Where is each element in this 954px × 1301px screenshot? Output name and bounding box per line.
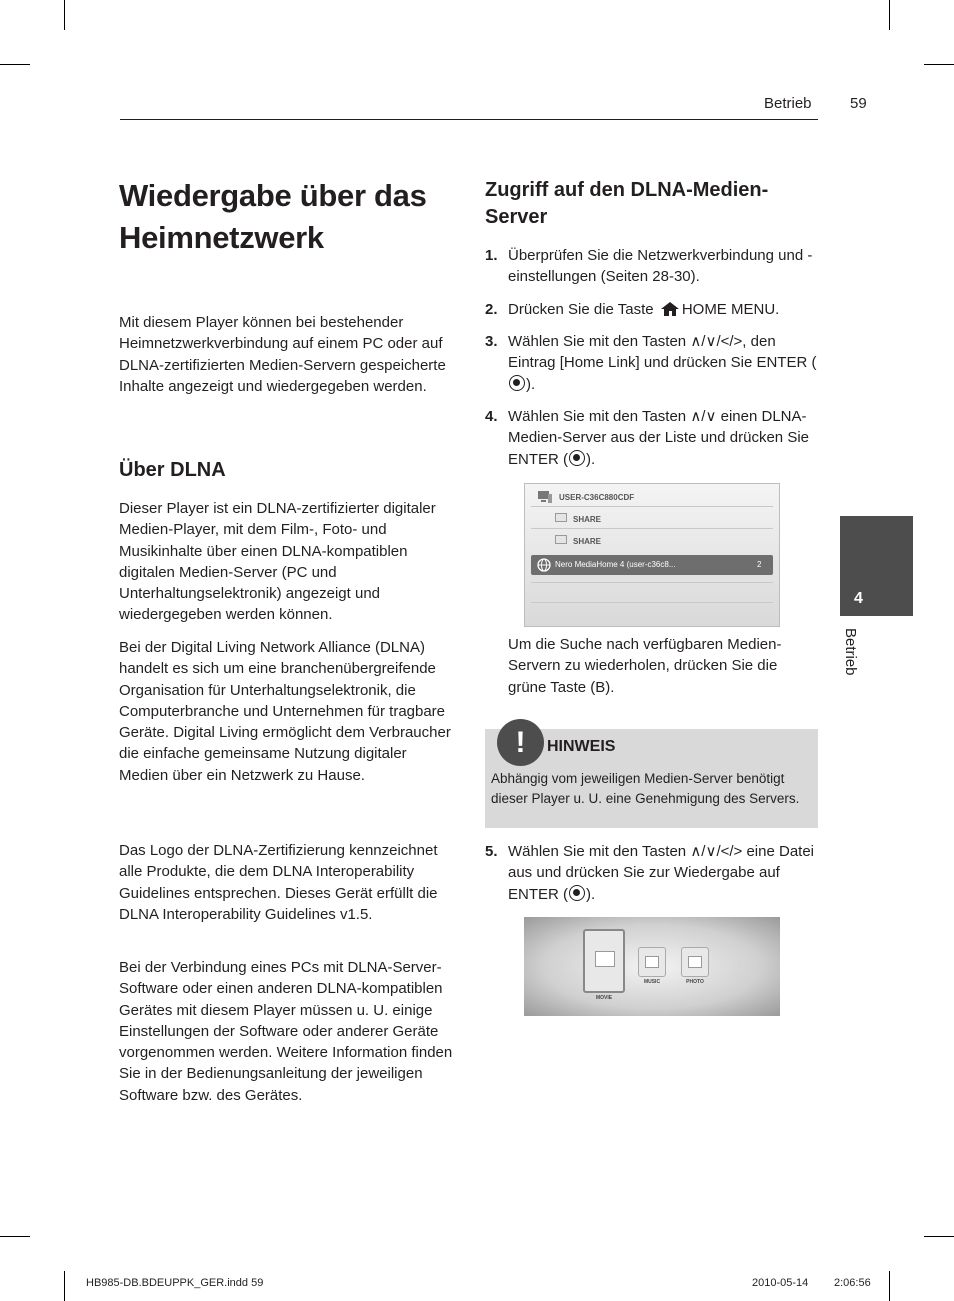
hint-text: Abhängig vom jeweiligen Medien-Server benötigt dieser Player u. U. eine Genehmigung des Servers. — [491, 771, 800, 806]
intro-paragraph: Mit diesem Player können bei bestehender Heimnetzwerkverbindung auf einem PC oder auf DLNA-zertifizierten Medien-Servern gespeicherte Inhalte angezeigt und wiedergegeben werden. — [119, 314, 446, 395]
media-selection-screenshot — [524, 917, 780, 1016]
movie-folder-icon — [583, 929, 625, 993]
home-icon — [660, 301, 680, 317]
header-section: Betrieb — [764, 95, 812, 112]
page-number: 59 — [850, 95, 867, 112]
media-label: PHOTO — [686, 979, 704, 985]
step-number: 3. — [485, 333, 498, 350]
step-text: Wählen Sie mit den Tasten ∧/∨ einen DLNA-Medien-Server aus der Liste und drücken Sie ENTER ( ). — [508, 408, 809, 468]
crop-mark — [0, 64, 30, 65]
step-2 — [485, 299, 820, 321]
step-4 — [485, 406, 820, 472]
dlna-paragraph-4: Bei der Verbindung eines PCs mit DLNA-Server-Software oder einen anderen DLNA-kompatiblen Gerätes mit diesem Player müssen u. U. einige Einstellungen der Software oder anderer Geräte vorgenommen werden. Weitere Information finden Sie in der Bedienungsanleitung der jeweiligen Software bzw. des Gerätes. — [119, 959, 453, 1104]
media-item-music — [637, 947, 667, 985]
step-3 — [485, 331, 820, 397]
crop-mark — [889, 0, 890, 30]
crop-mark — [924, 64, 954, 65]
divider — [531, 506, 773, 507]
enter-icon — [569, 450, 585, 466]
folder-icon — [555, 513, 567, 522]
hint-title: HINWEIS — [547, 738, 616, 755]
music-folder-icon — [638, 947, 666, 977]
media-label: MUSIC — [643, 979, 661, 985]
footer-time: 2:06:56 — [834, 1277, 871, 1289]
media-item-movie — [582, 929, 626, 1001]
access-heading: Zugriff auf den DLNA-Medien-Server — [485, 179, 769, 228]
selected-server-count: 2 — [757, 560, 762, 569]
dlna-paragraph-1: Dieser Player ist ein DLNA-zertifizierter digitaler Medien-Player, mit dem Film-, Foto- und Musikinhalte über einen DLNA-kompatiblen digitalen Medien-Server (PC und Unterhaltungselektronik) angezeigt und wiedergegeben werden können. — [119, 500, 436, 624]
enter-icon — [509, 375, 525, 391]
divider — [531, 582, 773, 583]
crop-mark — [924, 1236, 954, 1237]
share-item: SHARE — [573, 515, 602, 524]
crop-mark — [889, 1271, 890, 1301]
chapter-tab — [840, 516, 913, 616]
step-4-note: Um die Suche nach verfügbaren Medien-Servern zu wiederholen, drücken Sie die grüne Taste (B). — [508, 636, 782, 696]
media-label: MOVIE — [595, 995, 613, 1001]
selected-server-name: Nero MediaHome 4 (user-c36c8... — [555, 560, 676, 569]
crop-mark — [0, 1236, 30, 1237]
header-rule — [120, 119, 818, 120]
divider — [531, 528, 773, 529]
step-text: Wählen Sie mit den Tasten ∧/∨/</>, den Eintrag [Home Link] und drücken Sie ENTER (). — [508, 333, 817, 393]
about-dlna-heading: Über DLNA — [119, 459, 226, 481]
footer-file: HB985-DB.BDEUPPK_GER.indd 59 — [86, 1277, 264, 1289]
page-title: Wiedergabe über das Heimnetzwerk — [119, 178, 427, 255]
divider — [531, 602, 773, 603]
step-text: Drücken Sie die Taste HOME MENU. — [508, 301, 780, 318]
step-number: 5. — [485, 843, 498, 860]
crop-mark — [64, 1271, 65, 1301]
share-item: SHARE — [573, 537, 602, 546]
step-5 — [485, 841, 820, 907]
step-text: Wählen Sie mit den Tasten ∧/∨/</> eine Datei aus und drücken Sie zur Wiedergabe auf ENTER ( ). — [508, 843, 815, 903]
step-number: 4. — [485, 408, 498, 425]
step-number: 2. — [485, 301, 498, 318]
globe-icon — [537, 558, 551, 572]
dlna-paragraph-3: Das Logo der DLNA-Zertifizierung kennzeichnet alle Produkte, die dem DLNA Interoperability Guidelines entsprechen. Dieses Gerät erfüllt die DLNA Interoperability Guidelines v1.5. — [119, 842, 438, 923]
folder-icon — [555, 535, 567, 544]
server-list-screenshot — [524, 483, 780, 627]
server-name: USER-C36C880CDF — [559, 493, 635, 502]
media-item-photo — [680, 947, 710, 985]
chapter-label: Betrieb — [842, 628, 859, 676]
exclamation-icon: ! — [497, 719, 544, 766]
step-1 — [485, 245, 820, 289]
footer-date: 2010-05-14 — [752, 1277, 809, 1289]
photo-folder-icon — [681, 947, 709, 977]
step-number: 1. — [485, 247, 498, 264]
crop-mark — [64, 0, 65, 30]
step-text: Überprüfen Sie die Netzwerkverbindung und -einstellungen (Seiten 28-30). — [508, 247, 813, 286]
enter-icon — [569, 885, 585, 901]
dlna-paragraph-2: Bei der Digital Living Network Alliance (DLNA) handelt es sich um eine branchenübergreifende Organisation für Unterhaltungselektronik, die Computerbranche und Unternehmen für tragbare Geräte. Digital Living ermöglicht dem Verbraucher die einfache gemeinsame Nutzung digitaler Medien über ein Netzwerk zu Hause. — [119, 639, 451, 784]
network-icon — [537, 490, 553, 504]
chapter-number: 4 — [854, 590, 863, 607]
